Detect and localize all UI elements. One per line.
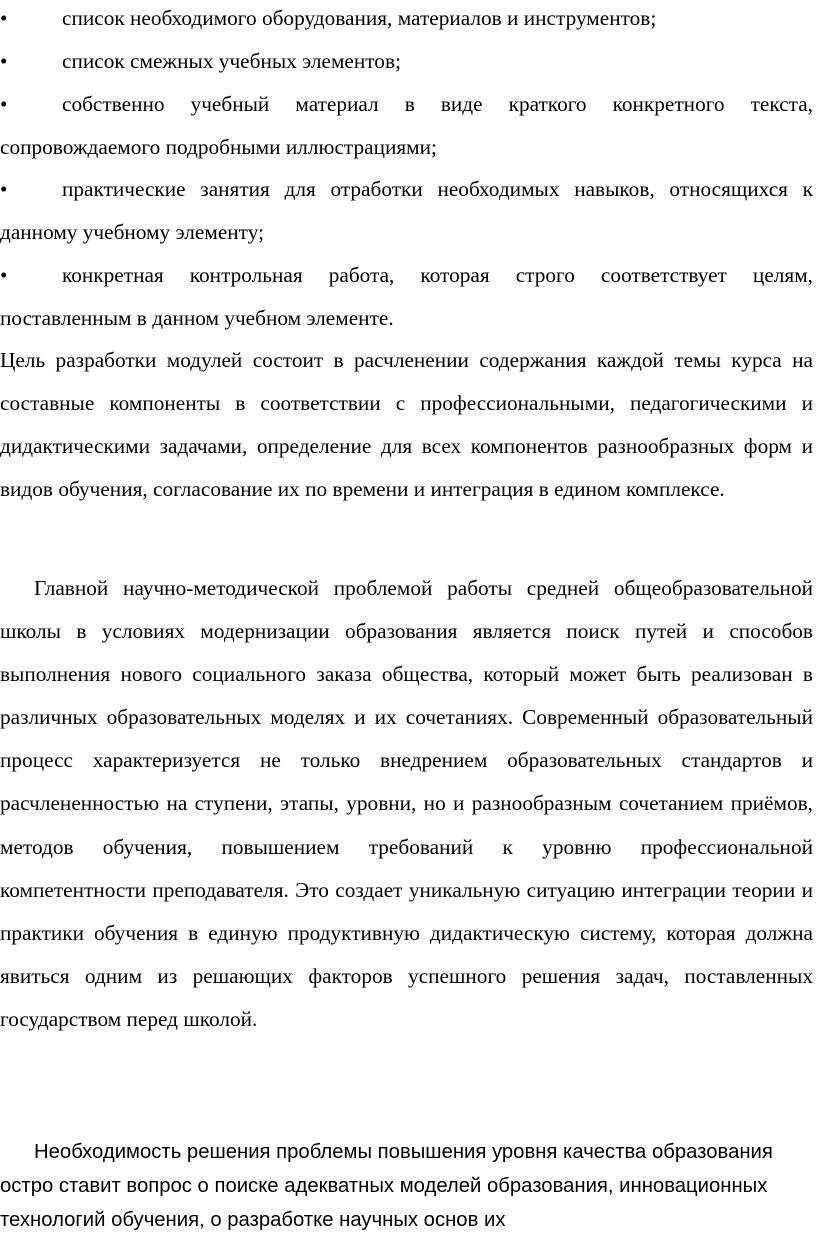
bullet-item xyxy=(0,254,813,340)
bullet-item xyxy=(0,83,813,169)
bullet-text: список необходимого оборудования, материалов и инструментов; xyxy=(62,6,657,30)
bullet-item xyxy=(0,0,813,40)
bullet-text: конкретная контрольная работа, которая строго соответствует целям, поставленным в данном учебном элементе. xyxy=(0,263,813,330)
bullet-symbol: • xyxy=(0,49,8,73)
bullet-item xyxy=(0,40,813,83)
bullet-symbol: • xyxy=(0,177,8,201)
bullet-text: практические занятия для отработки необходимых навыков, относящихся к данному учебному элементу; xyxy=(0,177,813,244)
bullet-symbol: • xyxy=(0,92,8,116)
bullet-text: список смежных учебных элементов; xyxy=(62,49,401,73)
bullet-symbol: • xyxy=(0,263,8,287)
paragraph-quality-necessity: Необходимость решения проблемы повышения уровня качества образования остро ставит вопрос о поиске адекватных моделей образования, инновационных технологий обучения, о разработке научных основ их xyxy=(0,1141,773,1231)
bullet-text: собственно учебный материал в виде краткого конкретного текста, сопровождаемого подробными иллюстрациями; xyxy=(0,92,813,159)
paragraph-module-goal: Цель разработки модулей состоит в расчленении содержания каждой темы курса на составные компоненты в соответствии с профессиональными, педагогическими и дидактическими задачами, определение для всех компонентов разнообразных форм и видов обучения, согласование их по времени и интеграция в едином комплексе. xyxy=(0,348,813,502)
paragraph-main-problem: Главной научно-методической проблемой работы средней общеобразовательной школы в условиях модернизации образования является поиск путей и способов выполнения нового социального заказа общества, который может быть реализован в различных образовательных моделях и их сочетаниях. Современный образовательный процесс характеризуется не только внедрением образовательных стандартов и расчлененностью на ступени, этапы, уровни, но и разнообразным сочетанием приёмов, методов обучения, повышением требований к уровню профессиональной компетентности преподавателя. Это создает уникальную ситуацию интеграции теории и практики обучения в единую продуктивную дидактическую систему, которая должна явиться одним из решающих факторов успешного решения задач, поставленных государством перед школой. xyxy=(0,576,813,1031)
bullet-item xyxy=(0,168,813,254)
bullet-symbol: • xyxy=(0,6,8,30)
